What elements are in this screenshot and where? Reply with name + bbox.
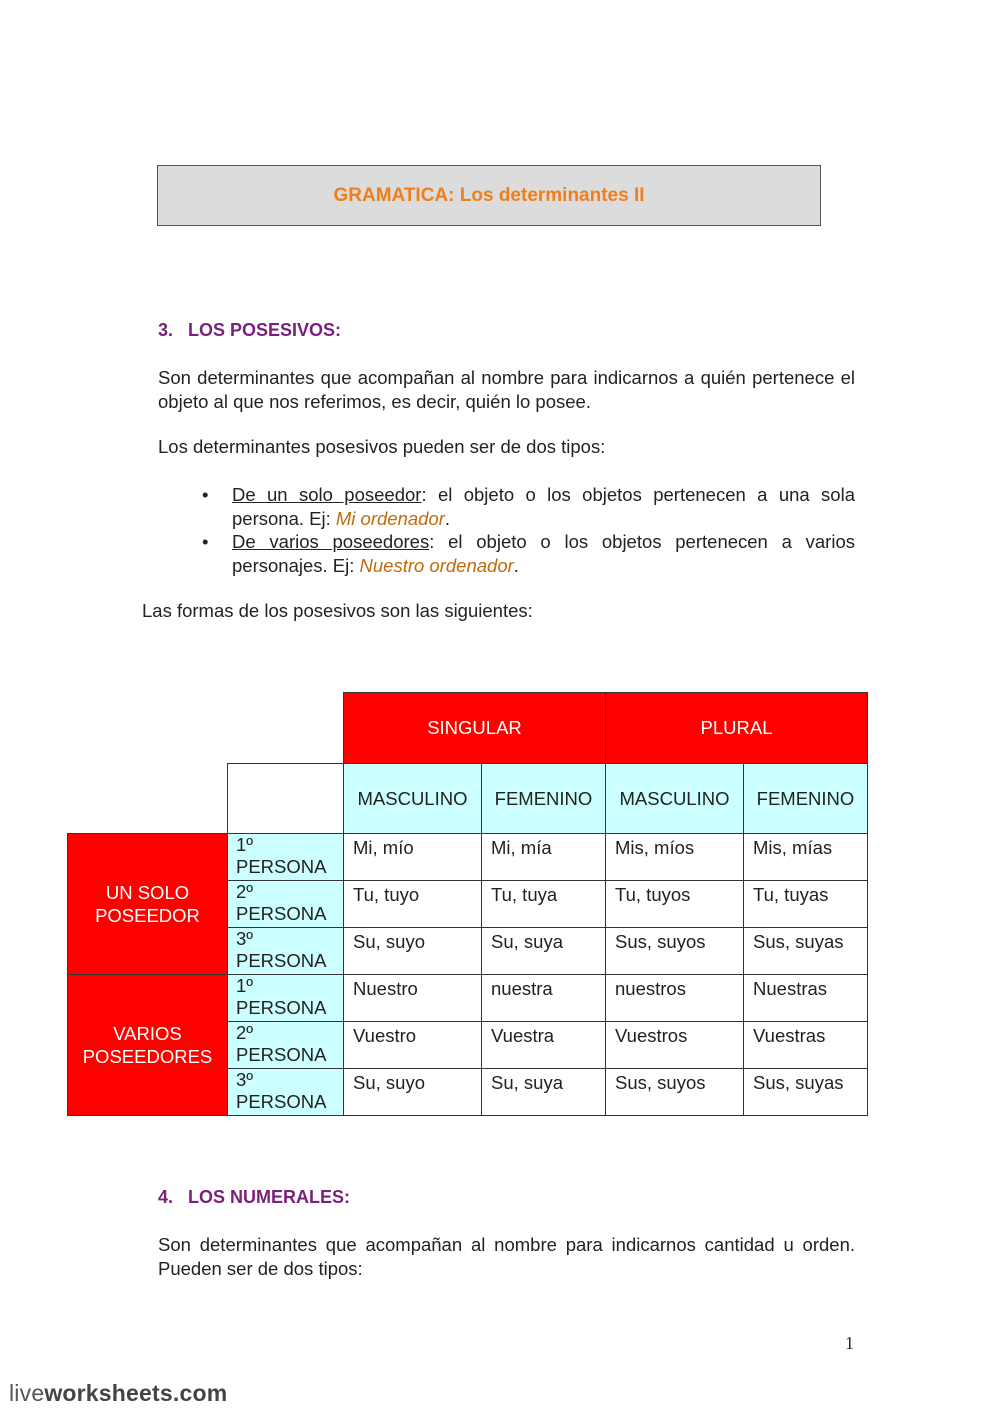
group-label-un-solo [68, 834, 228, 975]
table-cell: Tu, tuyas [744, 881, 868, 928]
table-cell: Su, suya [482, 1069, 606, 1116]
table-cell: Mis, míos [606, 834, 744, 881]
table-cell: Nuestro [344, 975, 482, 1022]
table-cell: nuestra [482, 975, 606, 1022]
brand-logo[interactable] [9, 1380, 227, 1407]
table-corner [68, 693, 344, 764]
table-cell: Vuestras [744, 1022, 868, 1069]
table-cell: Tu, tuya [482, 881, 606, 928]
bullet-example: Nuestro ordenador [359, 554, 514, 576]
bullet-end: . [444, 507, 451, 529]
table-cell: Su, suya [482, 928, 606, 975]
table-cell: Tu, tuyos [606, 881, 744, 928]
list-item [200, 483, 855, 530]
persona-cell [228, 881, 344, 928]
table-cell: Mi, mío [344, 834, 482, 881]
section-4-number: 4. [158, 1187, 174, 1207]
gender-header: MASCULINO [344, 764, 482, 834]
table-corner [68, 764, 228, 834]
table-cell: Vuestro [344, 1022, 482, 1069]
persona-word: PERSONA [236, 1091, 327, 1112]
brand-light: live [9, 1380, 45, 1406]
section-3-number: 3. [158, 320, 174, 340]
gender-header: FEMENINO [744, 764, 868, 834]
persona-word: PERSONA [236, 950, 327, 971]
group-label-varios [68, 975, 228, 1116]
table-cell: Sus, suyas [744, 1069, 868, 1116]
table-cell: Vuestra [482, 1022, 606, 1069]
persona-cell [228, 928, 344, 975]
table-cell: Mis, mías [744, 834, 868, 881]
possessive-types-list [200, 483, 855, 577]
table-cell: nuestros [606, 975, 744, 1022]
brand-suffix: .com [172, 1380, 228, 1406]
persona-ordinal: 3º [236, 1069, 254, 1090]
table-cell: Sus, suyos [606, 928, 744, 975]
bullet-text: : el objeto o los objetos pertenecen a una sola persona. Ej: [232, 484, 855, 529]
persona-ordinal: 1º [236, 834, 254, 855]
table-cell: Mi, mía [482, 834, 606, 881]
possessives-table [67, 692, 868, 1116]
persona-word: PERSONA [236, 997, 327, 1018]
persona-ordinal: 2º [236, 1022, 254, 1043]
persona-cell [228, 1069, 344, 1116]
document-title: GRAMATICA: Los determinantes II [157, 165, 821, 226]
group-label-line: POSEEDORES [82, 1046, 213, 1067]
persona-word: PERSONA [236, 903, 327, 924]
table-cell: Tu, tuyo [344, 881, 482, 928]
persona-header-empty [228, 764, 344, 834]
table-cell: Su, suyo [344, 928, 482, 975]
persona-cell [228, 834, 344, 881]
section-4-title: LOS NUMERALES: [188, 1187, 350, 1207]
persona-ordinal: 3º [236, 928, 254, 949]
table-cell: Nuestras [744, 975, 868, 1022]
persona-cell [228, 975, 344, 1022]
group-label-line: POSEEDOR [95, 905, 200, 926]
table-row [68, 834, 868, 881]
section-4-intro: Son determinantes que acompañan al nombre para indicarnos cantidad u orden. Pueden ser de dos tipos: [158, 1234, 855, 1279]
bullet-example: Mi ordenador [335, 507, 445, 529]
table-cell: Sus, suyos [606, 1069, 744, 1116]
persona-cell [228, 1022, 344, 1069]
plural-header: PLURAL [606, 693, 868, 764]
bullet-end: . [513, 554, 519, 576]
table-cell: Sus, suyas [744, 928, 868, 975]
page-number: 1 [845, 1333, 854, 1353]
table-cell: Su, suyo [344, 1069, 482, 1116]
list-item [200, 530, 855, 577]
forms-intro: Las formas de los posesivos son las siguientes: [142, 600, 533, 621]
bullet-term: De varios poseedores [232, 531, 430, 552]
singular-header: SINGULAR [344, 693, 606, 764]
section-3-heading [158, 320, 341, 341]
table-cell: Vuestros [606, 1022, 744, 1069]
bullet-text: : el objeto o los objetos pertenecen a varios personajes. Ej: [232, 531, 855, 576]
types-intro: Los determinantes posesivos pueden ser de dos tipos: [158, 436, 606, 457]
table-row [68, 975, 868, 1022]
persona-ordinal: 2º [236, 881, 254, 902]
group-label-line: VARIOS [113, 1023, 182, 1044]
gender-header: FEMENINO [482, 764, 606, 834]
section-4-heading [158, 1187, 350, 1208]
section-3-intro: Son determinantes que acompañan al nombre para indicarnos a quién pertenece el objeto al que nos referimos, es decir, quién lo posee. [158, 367, 855, 412]
brand-bold: worksheets [44, 1380, 173, 1406]
persona-word: PERSONA [236, 856, 327, 877]
section-3-title: LOS POSESIVOS: [188, 320, 342, 340]
persona-word: PERSONA [236, 1044, 327, 1065]
bullet-term: De un solo poseedor [232, 484, 422, 505]
gender-header: MASCULINO [606, 764, 744, 834]
persona-ordinal: 1º [236, 975, 254, 996]
group-label-line: UN SOLO [105, 882, 190, 903]
